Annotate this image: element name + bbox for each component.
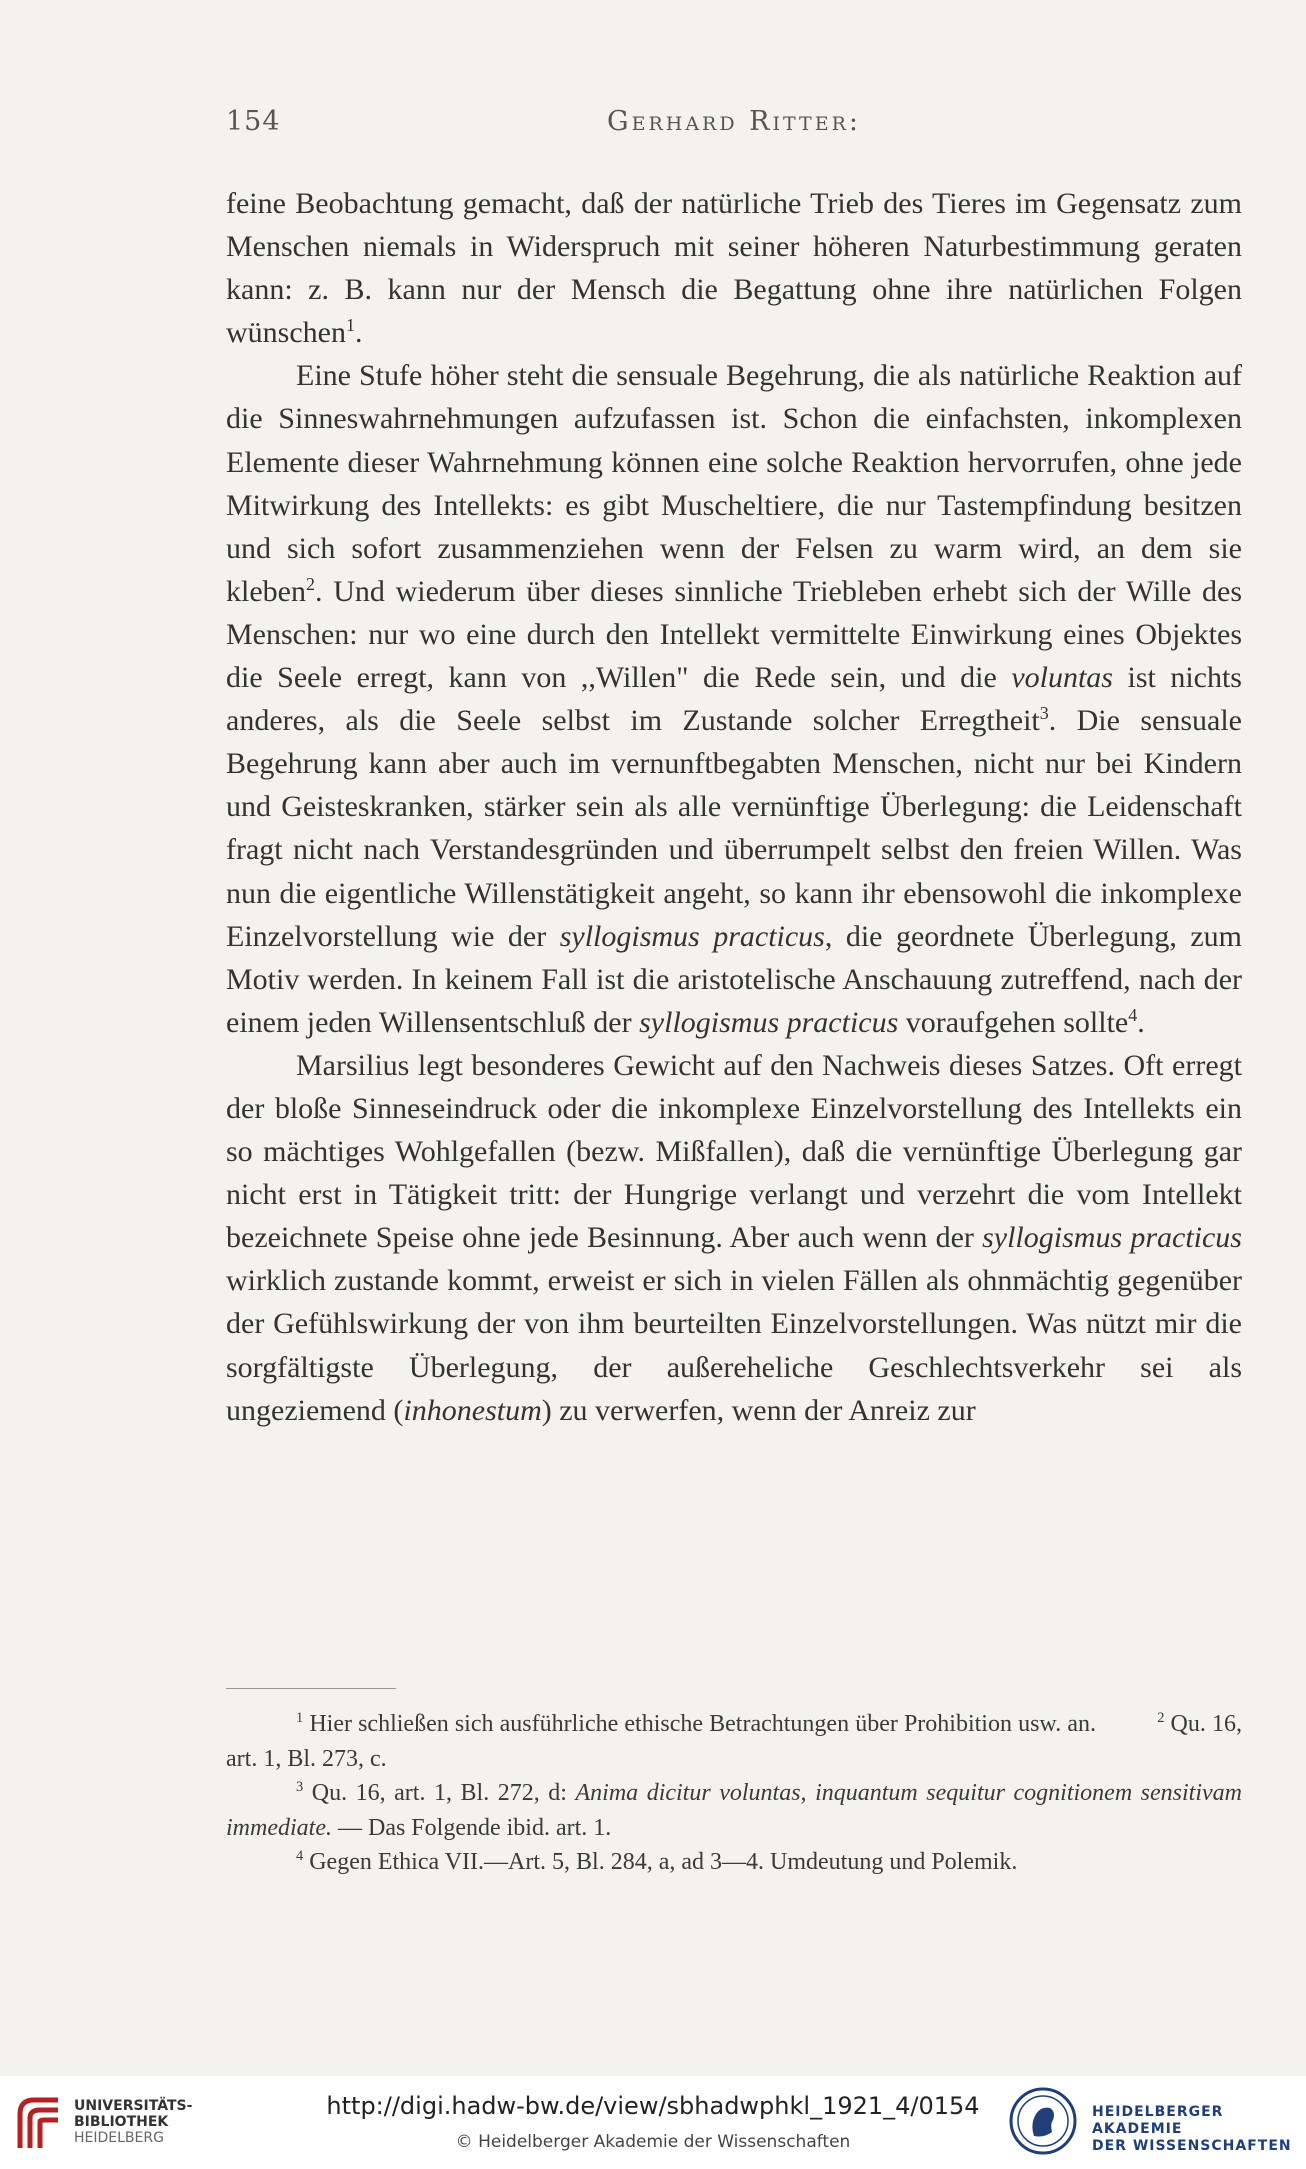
footnote-3: $^3$ Qu. 16, art. 1, Bl. 272, d: Anima dicitur voluntas, inquantum sequitur cognitionem sensitivam immediate. — Das Folgende ibid. art. 1. bbox=[226, 1779, 1243, 1841]
latin-term: voluntas bbox=[1011, 661, 1113, 695]
page-number: 154 bbox=[226, 106, 281, 137]
paragraph-3: Marsilius legt besonderes Gewicht auf den Nachweis dieses Satzes. Oft erregt der bloße Sinneseindruck oder die inkomplexe Einzelvorstellung des Intellekts ein so mächtiges Wohlgefallen (bezw. Mißfallen), daß die vernünftige Überlegung gar nicht erst in Tätigkeit tritt: der Hungrige verlangt und verzehrt die vom Intellekt bezeichnete Speise ohne jede Besinnung. Aber auch wenn der syllogismus practicus wirklich zustande kommt, erweist er sich in vielen Fällen als ohnmächtig gegenüber der Gefühlswirkung der von ihm beurteilten Einzelvorstellungen. Was nützt mir die sorgfältigste Überlegung, der außereheliche Geschlechtsverkehr sei als ungeziemend (inhonestum) zu verwerfen, wenn der Anreiz zur bbox=[226, 1048, 1242, 1427]
footnote-ref-2[interactable]: 2 bbox=[305, 573, 315, 594]
digitization-footer bbox=[0, 2076, 1306, 2169]
main-text bbox=[226, 182, 1242, 1432]
paragraph-1: feine Beobachtung gemacht, daß der natürliche Trieb des Tieres im Gegensatz zum Menschen niemals in Widerspruch mit seiner höheren Naturbestimmung geraten kann: z. B. kann nur der Mensch die Begattung ohne ihre natürlichen Folgen wünschen$^1$. bbox=[226, 187, 1242, 350]
paragraph-2: Eine Stufe höher steht die sensuale Begehrung, die als natürliche Reaktion auf die Sinneswahrnehmungen aufzufassen ist. Schon die einfachsten, inkomplexen Elemente dieser Wahrnehmung können eine solche Reaktion hervorrufen, ohne jede Mitwirkung des Intellekts: es gibt Muscheltiere, die nur Tastempfindung besitzen und sich sofort zusammenziehen wenn der Felsen zu warm wird, an dem sie kleben$^2$. Und wiederum über dieses sinnliche Triebleben erhebt sich der Wille des Menschen: nur wo eine durch den Intellekt vermittelte Einwirkung eines Objektes die Seele erregt, kann von ,,Willen" die Rede sein, und die voluntas ist nichts anderes, als die Seele selbst im Zustande solcher Erregtheit$^3$. Die sensuale Begehrung kann aber auch im vernunftbegabten Menschen, nicht nur bei Kindern und Geisteskranken, stärker sein als alle vernünftige Überlegung: die Leidenschaft fragt nicht nach Verstandesgründen und überrumpelt selbst den freien Willen. Was nun die eigentliche Willenstätigkeit angeht, so kann ihr ebensowohl die inkomplexe Einzelvorstellung wie der syllogismus practicus, die geordnete Überlegung, zum Motiv werden. In keinem Fall ist die aristotelische Anschauung zutreffend, nach der einem jeden Willensentschluß der syllogismus practicus voraufgehen sollte$^4$. bbox=[226, 359, 1242, 1039]
latin-term: syllogismus practicus bbox=[639, 1005, 899, 1039]
permalink-url[interactable]: http://digi.hadw-bw.de/view/sbhadwphkl_1921_4/0154 bbox=[326, 2092, 980, 2120]
academy-name: HEIDELBERGER AKADEMIE DER WISSENSCHAFTEN bbox=[1092, 2104, 1292, 2154]
latin-term: syllogismus practicus bbox=[982, 1221, 1242, 1255]
footnote-ref-4[interactable]: 4 bbox=[1128, 1004, 1138, 1025]
academy-seal-icon bbox=[1008, 2086, 1078, 2156]
footnote-ref-1[interactable]: 1 bbox=[345, 315, 355, 336]
latin-term: syllogismus practicus bbox=[559, 919, 825, 953]
latin-term: inhonestum bbox=[403, 1393, 542, 1427]
university-library-name: UNIVERSITÄTS- BIBLIOTHEK HEIDELBERG bbox=[74, 2098, 193, 2146]
footnote-ref-3[interactable]: 3 bbox=[1039, 703, 1049, 724]
footnotes bbox=[226, 1707, 1242, 1880]
footnote-separator bbox=[226, 1688, 396, 1689]
footnote-4: $^4$ Gegen Ethica VII.—Art. 5, Bl. 284, a, ad 3—4. Umdeutung und Polemik. bbox=[296, 1848, 1018, 1875]
running-header bbox=[226, 106, 1242, 146]
running-title: Gerhard Ritter: bbox=[607, 106, 861, 137]
footnote-1-2: $^1$ Hier schließen sich ausführliche ethische Betrachtungen über Prohibition usw. an. $^2$ Qu. 16, art. 1, Bl. 273, c. bbox=[226, 1710, 1242, 1772]
copyright-notice: © Heidelberger Akademie der Wissenschaften bbox=[455, 2132, 851, 2152]
